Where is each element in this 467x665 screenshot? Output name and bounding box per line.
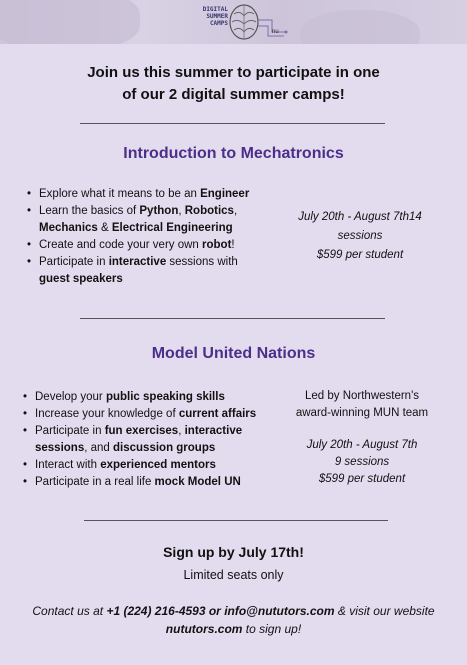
led-by-line: Led by Northwestern's bbox=[304, 390, 420, 402]
headline: Join us this summer to participate in one of our 2 digital summer camps! bbox=[87, 64, 380, 103]
mechatronics-details bbox=[285, 208, 435, 265]
list-item: • Learn the basics of Python, Robotics, Mechanics & Electrical Engineering bbox=[27, 203, 267, 237]
logo-text: DIGITAL SUMMER CAMPS bbox=[202, 6, 228, 27]
brain-icon bbox=[228, 2, 288, 42]
mechatronics-price: $599 per student bbox=[316, 249, 404, 261]
list-item: • Participate in fun exercises, interactive sessions, and discussion groups bbox=[23, 423, 288, 457]
list-item: • Participate in interactive sessions with guest speakers bbox=[27, 254, 267, 288]
limited-seats: Limited seats only bbox=[183, 568, 284, 582]
digital-summer-camps-logo bbox=[188, 2, 288, 42]
divider bbox=[80, 123, 385, 124]
divider bbox=[84, 520, 388, 521]
list-item: • Explore what it means to be an Engineer bbox=[27, 186, 267, 203]
logo-tag: nu bbox=[272, 29, 279, 35]
list-item: • Participate in a real life mock Model UN bbox=[23, 474, 288, 491]
website-link[interactable]: nututors.com bbox=[165, 622, 243, 636]
phone-number[interactable]: +1 (224) 216-4593 bbox=[106, 604, 206, 618]
mun-price: $599 per student bbox=[318, 473, 406, 485]
mechatronics-bullets bbox=[27, 186, 267, 288]
led-by-line: award-winning MUN team bbox=[295, 407, 429, 419]
list-item: • Develop your public speaking skills bbox=[23, 389, 288, 406]
mechatronics-title: Introduction to Mechatronics bbox=[123, 145, 344, 162]
divider bbox=[80, 318, 385, 319]
signup-deadline: Sign up by July 17th! bbox=[163, 544, 304, 560]
email-link[interactable]: info@nututors.com bbox=[224, 604, 335, 618]
list-item: • Create and code your very own robot! bbox=[27, 237, 267, 254]
mun-bullets bbox=[23, 389, 288, 491]
mechatronics-dates: July 20th - August 7th14 bbox=[298, 211, 422, 223]
mun-title: Model United Nations bbox=[151, 345, 316, 362]
banner-shape bbox=[300, 10, 420, 44]
header-banner bbox=[0, 0, 467, 44]
mechatronics-sessions: sessions bbox=[337, 230, 383, 242]
mun-dates: July 20th - August 7th bbox=[306, 439, 418, 451]
contact-info: Contact us at +1 (224) 216-4593 or info@nututors.com & visit our website nututors.com to sign up! bbox=[32, 604, 435, 636]
mun-sessions: 9 sessions bbox=[334, 456, 390, 468]
mun-details bbox=[282, 388, 442, 488]
list-item: • Interact with experienced mentors bbox=[23, 457, 288, 474]
banner-shape bbox=[0, 0, 140, 44]
list-item: • Increase your knowledge of current affairs bbox=[23, 406, 288, 423]
